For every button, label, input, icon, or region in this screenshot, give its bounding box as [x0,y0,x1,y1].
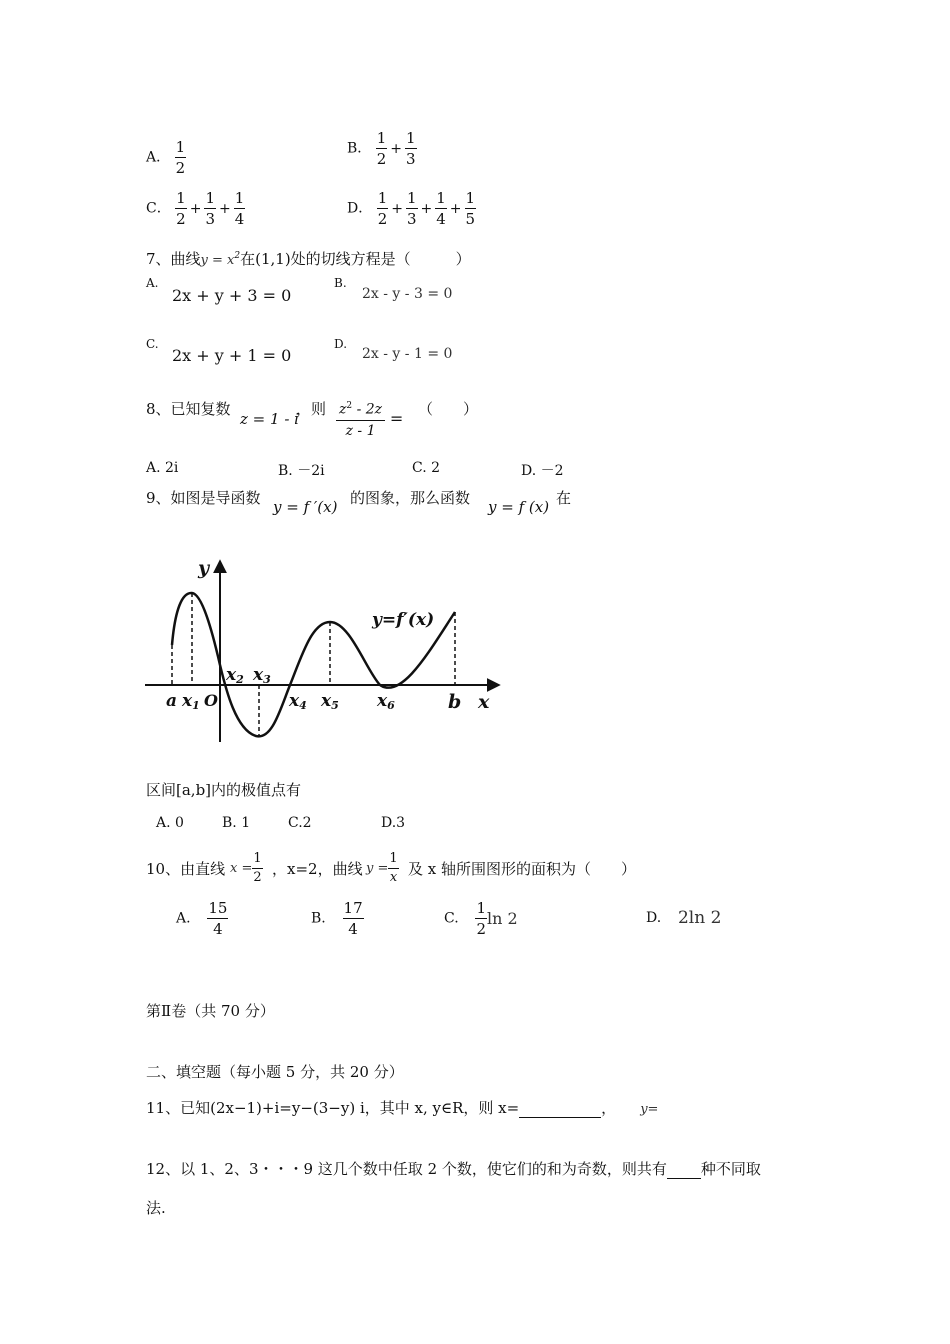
q10-mid: ，x=2，曲线 [272,860,363,878]
graph-x1-label: x1 [182,691,200,712]
q9-derivative: y = f ′(x) [273,498,338,516]
q7-option-c[interactable]: 2x + y + 1 = 0 [172,346,292,365]
q9-function: y = f (x) [488,498,550,516]
graph-x4-label: x4 [289,691,307,712]
q12-blank[interactable] [667,1178,701,1179]
graph-curve-label: y=f′(x) [372,610,435,630]
graph-a-label: a [166,691,178,711]
part2-title: 第Ⅱ卷（共 70 分） [146,1002,275,1020]
fraction: $\frac{1}{5}$ [465,189,476,228]
q8-then: ，则 [296,400,327,418]
q6-option-d[interactable]: D． $\frac{1}{2}$ + $\frac{1}{3}$ + $\frac{1}{4}$ + $\frac{1}{5}$ [347,189,476,228]
option-label: C． [146,200,171,217]
q8-z-def: z = 1 - i [240,410,299,428]
q10-option-c[interactable]: C. $\frac{1}{2}$ ln 2 [444,899,518,938]
q9-option-d[interactable]: D.3 [381,815,406,831]
q7-option-a[interactable]: 2x + y + 3 = 0 [172,286,292,305]
option-label: D． [347,200,373,217]
q12-line1: 12、以 1、2、3・・・9 这几个数中任取 2 个数，使它们的和为奇数，则共有 种不同取 [146,1160,761,1178]
q10-stem-pre: 10、由直线 [146,860,226,878]
q7-stem: 7、曲线$y = x^2$在(1,1)处的切线方程是（ ） [146,250,471,268]
graph-x6-label: x6 [377,691,395,712]
q7-option-c-label: C. [146,337,159,351]
q6-option-c[interactable]: C． $\frac{1}{2}$ + $\frac{1}{3}$ + $\frac{1}{4}$ [146,189,245,228]
q8-option-b[interactable]: B. －2i [278,463,325,479]
q9-option-c[interactable]: C.2 [288,815,312,831]
q9-stem-post: 在 [556,489,572,507]
graph-x2-label: x2 [226,665,244,686]
q10-stem-post: 及 x 轴所围图形的面积为（ ） [408,860,636,878]
graph-x3-label: x3 [253,665,271,686]
q11-blank-x[interactable] [519,1117,601,1118]
graph-x-label: x [478,691,490,713]
fraction: $\frac{1}{4}$ [436,189,446,228]
q6-option-b[interactable]: B． $\frac{1}{2}$ + $\frac{1}{3}$ [347,129,416,168]
fraction: $\frac{1}{4}$ [234,189,245,228]
q10-option-a[interactable]: A. $\frac{15}{4}$ [176,899,228,938]
section-title: 二、填空题（每小题 5 分，共 20 分） [146,1063,404,1081]
q7-option-d-label: D. [334,337,348,351]
fraction: $\frac{1}{3}$ [205,189,215,228]
q8-option-c[interactable]: C. 2 [412,460,441,476]
graph-origin-label: O [204,691,218,710]
q8-paren: （ ） [418,400,479,418]
fraction: $\frac{1}{2}$ [376,129,387,168]
q7-option-b-label: B. [334,276,347,290]
q7-option-a-label: A. [146,276,159,290]
q11-line: 11、已知(2x−1)+i=y−(3−y) i，其中 x, y∈R，则 x= ， y= [146,1099,659,1117]
q8-option-d[interactable]: D. －2 [521,463,564,479]
q9-stem-mid: 的图象，那么函数 [350,489,471,507]
fraction: $\frac{1}{2}$ [175,138,186,177]
q9-option-b[interactable]: B. 1 [222,815,251,831]
q10-x-half: x = $\frac{1}{2}$ [230,851,262,885]
fraction: $\frac{1}{2}$ [176,189,186,228]
q9-tail: 区间[a,b]内的极值点有 [146,781,302,799]
option-label: B． [347,140,372,157]
q8-fraction: $\frac{z^2 - 2z}{z - 1}$ = [336,396,403,441]
q10-option-d[interactable]: D. 2ln 2 [646,908,722,928]
q9-stem-pre: 9、如图是导函数 [146,489,261,507]
q9-option-a[interactable]: A. 0 [156,815,184,831]
q10-option-b[interactable]: B. $\frac{17}{4}$ [311,899,363,938]
fraction: $\frac{1}{2}$ [377,189,388,228]
q6-option-a[interactable] [146,137,186,178]
graph-x5-label: x5 [321,691,339,712]
q10-y-inv: y = $\frac{1}{x}$ [366,851,398,885]
option-label: A． [146,149,171,166]
graph-b-label: b [448,691,462,713]
q8-option-a[interactable]: A. 2i [146,460,179,476]
fraction: $\frac{1}{3}$ [406,129,416,168]
fraction: $\frac{1}{3}$ [406,189,417,228]
q8-stem: 8、已知复数 [146,400,231,418]
q12-line2: 法. [146,1199,166,1217]
derivative-graph [140,550,510,746]
graph-y-label: y [198,557,210,579]
q7-option-b[interactable]: 2x - y - 3 = 0 [362,286,453,302]
q7-option-d[interactable]: 2x - y - 1 = 0 [362,346,453,362]
